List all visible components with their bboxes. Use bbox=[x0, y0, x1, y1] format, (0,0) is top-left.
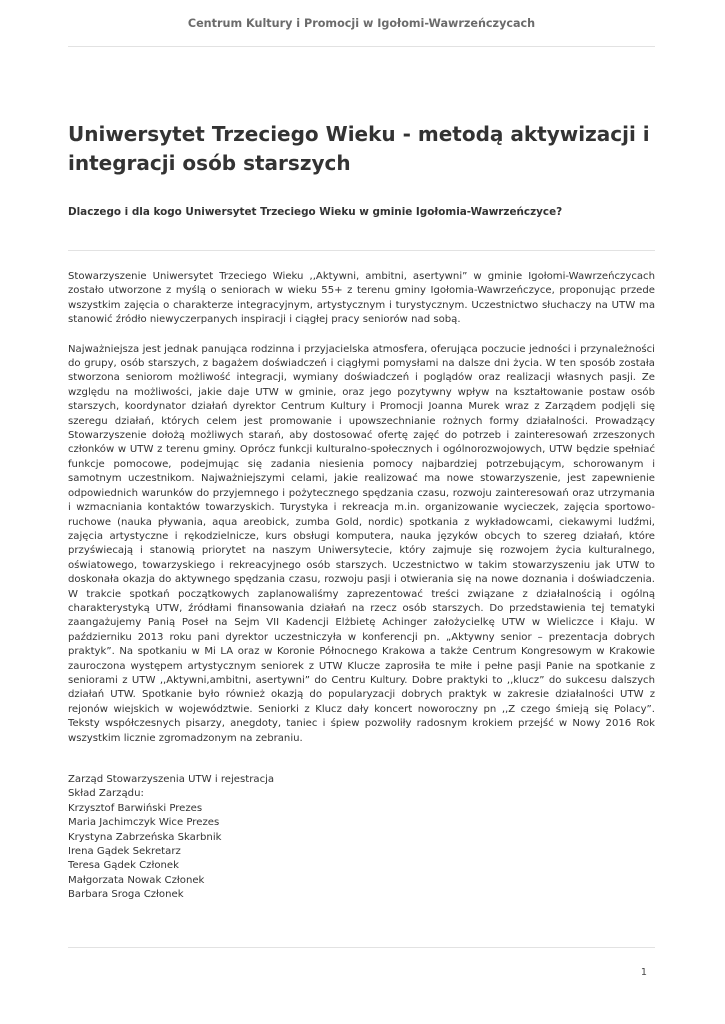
board-member: Barbara Sroga Członek bbox=[68, 889, 184, 901]
board-member: Krystyna Zabrzeńska Skarbnik bbox=[68, 831, 222, 843]
article-title: Uniwersytet Trzeciego Wieku - metodą aktywizacji i integracji osób starszych bbox=[68, 122, 650, 175]
article-body bbox=[68, 270, 655, 761]
board-heading: Zarząd Stowarzyszenia UTW i rejestracja bbox=[68, 774, 275, 785]
board-member: Irena Gądek Sekretarz bbox=[68, 846, 181, 858]
board-subheading: Skład Zarządu: bbox=[68, 788, 144, 800]
main-paragraph: Najważniejsza jest jednak panująca rodzinna i przyjacielska atmosfera, oferująca poczucie jedności i przynależności do grupy, osób starszych, z bagażem doświadczeń i ciągłymi pomysłami na dalsze dni życia. W ten sposób została stworzona seniorom możliwość integracji, wymiany doświadczeń i poglądów oraz realizacji własnych pasji. Ze względu na możliwości, jakie daje UTW w gminie, oraz jego pozytywny wpływ na kształtowanie postaw osób starszych, koordynator działań dyrektor Centrum Kultury i Promocji Joanna Murek wraz z Zarządem podjęli się szeregu działań, których celem jest promowanie i upowszechnianie rożnych formy działalności. Prowadzący Stowarzyszenie dołożą możliwych starań, aby dostosować ofertę zajęć do potrzeb i zainteresowań zrzeszonych członków w UTW z terenu gminy. Oprócz funkcji kulturalno-społecznych i ogólnorozwojowych, UTW będzie spełniać funkcje pomocowe, podejmując się zadania niesienia pomocy najbardziej potrzebującym, schorowanym i samotnym uczestnikom. Najważniejszymi celami, jakie realizować ma nowe stowarzyszenie, jest zapewnienie odpowiednich warunków do przyjemnego i pożytecznego spędzania czasu, rozwoju zainteresowań oraz utrzymania i wzmacniania kontaktów towarzyskich. Turystyka i rekreacja m.in. organizowanie wycieczek, zajęcia sportowo-ruchowe (nauka pływania, aqua areobick, zumba Gold, nordic) spotkania z wykładowcami, ciekawymi ludźmi, zajęcia artystyczne i rękodzielnicze, kurs obsługi komputera, nauka języków obcych to szereg działań, które przyświecają i stanowią priorytet na naszym Uniwersytecie, który zajmuje się rozwojem życia kulturalnego, oświatowego, towarzyskiego i rekreacyjnego osób starszych. Uczestnictwo w takim stowarzyszeniu jak UTW to doskonała okazja do aktywnego spędzania czasu, rozwoju pasji i otwierania się na nowe doznania i doświadczenia. W trakcie spotkań początkowych zaplanowaliśmy zaprezentować treści związane z działalnością i ogólną charakterystyką UTW, źródłami finansowania działań na rzecz osób starszych. Do przedstawienia tej tematyki zaangażujemy Panią Poseł na Sejm VII Kadencji Elżbietę Achinger założycielkę UTW w Wieliczce i Kłaju. W październiku 2013 roku pani dyrektor uczestniczyła w konferencji pn. „Aktywny senior – prezentacja dobrych praktyk”. Na spotkaniu w Mi LA oraz w Koronie Północnego Krakowa a także Centrum Kongresowym w Krakowie zauroczona występem artystycznym seniorek z UTW Klucze zaprosiła te miłe i pełne pasji Panie na spotkanie z seniorami z UTW ,,Aktywni,ambitni, asertywni” do Centru Kultury. Dobre praktyki to ,,klucz” do sukcesu dalszych działań UTW. Spotkanie było również okazją do popularyzacji dobrych praktyk w zakresie działalności UTW z rejonów wiejskich w województwie. Seniorki z Klucz dały koncert noworoczny pn ,,Z czego śmieją się Polacy”. Teksty współczesnych pisarzy, anegdoty, taniec i śpiew pozwoliły radosnym krokiem przejść w Nowy 2016 Rok wszystkim licznie zgromadzonym na zebraniu. bbox=[68, 343, 655, 744]
footer-divider bbox=[68, 947, 655, 948]
header-divider bbox=[68, 46, 655, 47]
subtitle-divider bbox=[68, 250, 655, 251]
board-member: Teresa Gądek Członek bbox=[68, 860, 179, 872]
intro-paragraph: Stowarzyszenie Uniwersytet Trzeciego Wieku ,,Aktywni, ambitni, asertywni” w gminie Igołomi-Wawrzeńczycach zostało utworzone z myślą o seniorach w wieku 55+ z terenu gminy Igołomia-Wawrzeńczyce, proponując przede wszystkim zajęcia o charakterze integracyjnym, artystycznym i turystycznym. Uczestnictwo słuchaczy na UTW ma stanowić źródło niewyczerpanych inspiracji i ciągłej pracy seniorów nad sobą. bbox=[68, 271, 655, 326]
board-member: Krzysztof Barwiński Prezes bbox=[68, 802, 203, 814]
board-list bbox=[68, 773, 655, 903]
board-member: Maria Jachimczyk Wice Prezes bbox=[68, 817, 220, 829]
page-header: Centrum Kultury i Promocji w Igołomi-Wawrzeńczycach bbox=[187, 17, 536, 30]
board-member: Małgorzata Nowak Członek bbox=[68, 874, 205, 886]
article-subtitle: Dlaczego i dla kogo Uniwersytet Trzeciego Wieku w gminie Igołomia-Wawrzeńczyce? bbox=[68, 206, 563, 218]
page-number: 1 bbox=[640, 967, 647, 978]
